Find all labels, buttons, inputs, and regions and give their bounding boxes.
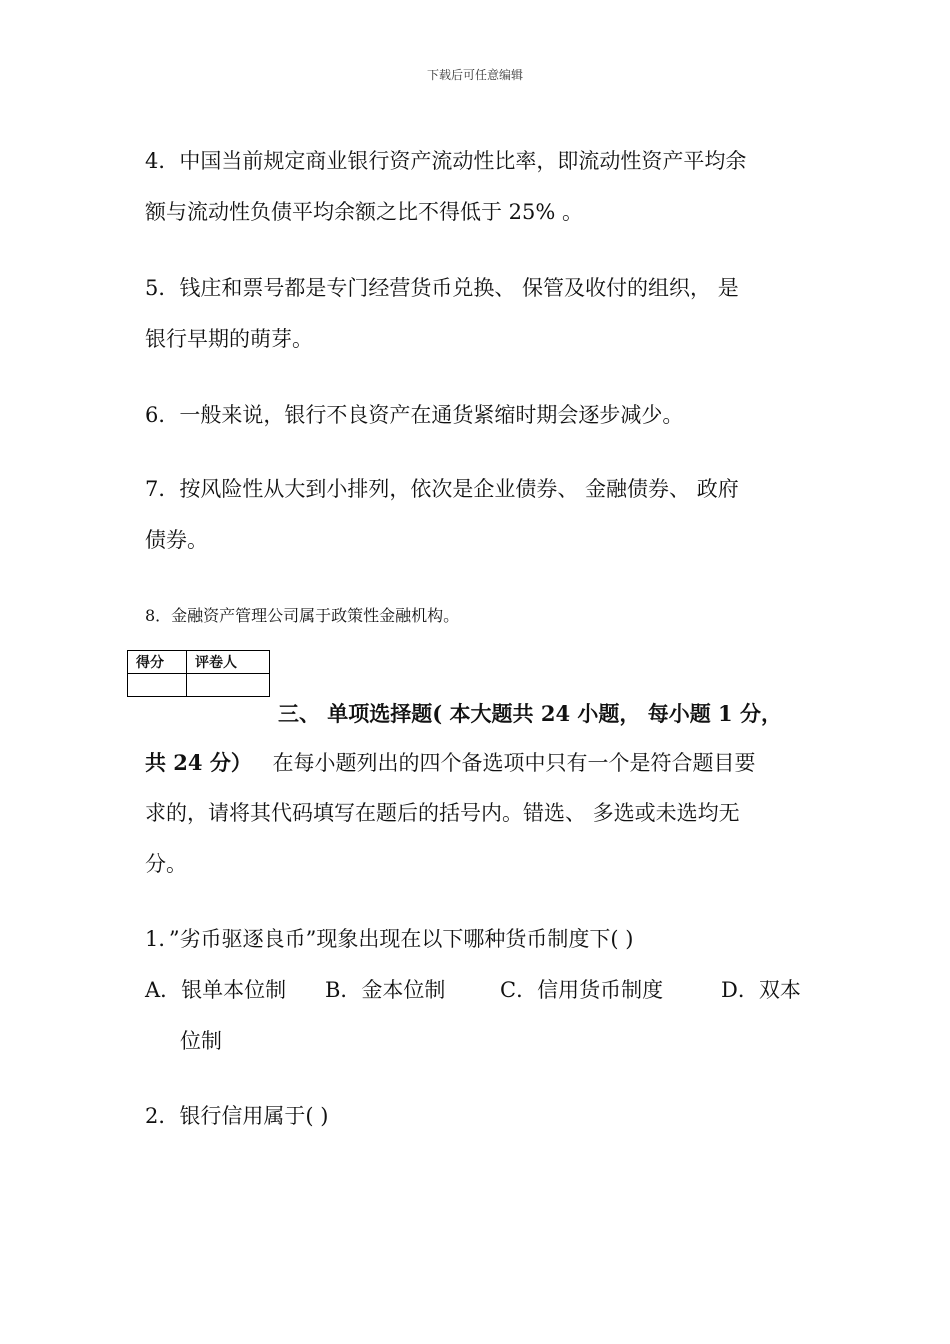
q1-option-b[interactable]: B．金本位制 <box>325 978 446 1002</box>
item-7-line2: 债券。 <box>145 528 208 552</box>
q1-option-c[interactable]: C．信用货币制度 <box>500 978 664 1002</box>
item-7-line1: 7．按风险性从大到小排列，依次是企业债券、 金融债券、 政府 <box>145 477 739 501</box>
section-title: 三、 单项选择题( 本大题共 24 小题， 每小题 1 分， <box>278 701 782 726</box>
section-instr-line3: 分。 <box>145 852 187 876</box>
item-4-line1: 4．中国当前规定商业银行资产流动性比率，即流动性资产平均余 <box>145 149 747 173</box>
score-cell[interactable] <box>128 674 187 697</box>
q1-option-d[interactable]: D．双本 <box>721 978 801 1002</box>
item-6-line1: 6．一般来说，银行不良资产在通货紧缩时期会逐步减少。 <box>145 403 684 427</box>
grader-cell[interactable] <box>187 674 270 697</box>
section-instr-1: 在每小题列出的四个备选项中只有一个是符合题目要 <box>272 751 756 775</box>
q1-option-a[interactable]: A．银单本位制 <box>145 978 287 1002</box>
score-table <box>127 650 270 697</box>
section-instr-line1 <box>145 737 810 789</box>
score-header: 得分 <box>128 651 187 674</box>
item-4-line2: 额与流动性负债平均余额之比不得低于 25% 。 <box>145 200 584 224</box>
section-title-cont: 共 24 分） <box>145 750 252 775</box>
grader-header: 评卷人 <box>187 651 270 674</box>
item-5-line1: 5．钱庄和票号都是专门经营货币兑换、 保管及收付的组织， 是 <box>145 276 739 300</box>
question-2-stem: 2．银行信用属于( ) <box>145 1104 329 1128</box>
item-5-line2: 银行早期的萌芽。 <box>145 327 313 351</box>
section-instr-line2: 求的，请将其代码填写在题后的括号内。错选、 多选或未选均无 <box>145 801 740 825</box>
page-header: 下载后可任意编辑 <box>426 68 523 82</box>
question-1-stem: 1．”劣币驱逐良币”现象出现在以下哪种货币制度下( ) <box>145 927 634 951</box>
q1-option-d-wrap: 位制 <box>180 1029 222 1053</box>
question-1-options <box>145 965 810 1016</box>
item-8-line1: 8．金融资产管理公司属于政策性金融机构。 <box>145 606 460 625</box>
